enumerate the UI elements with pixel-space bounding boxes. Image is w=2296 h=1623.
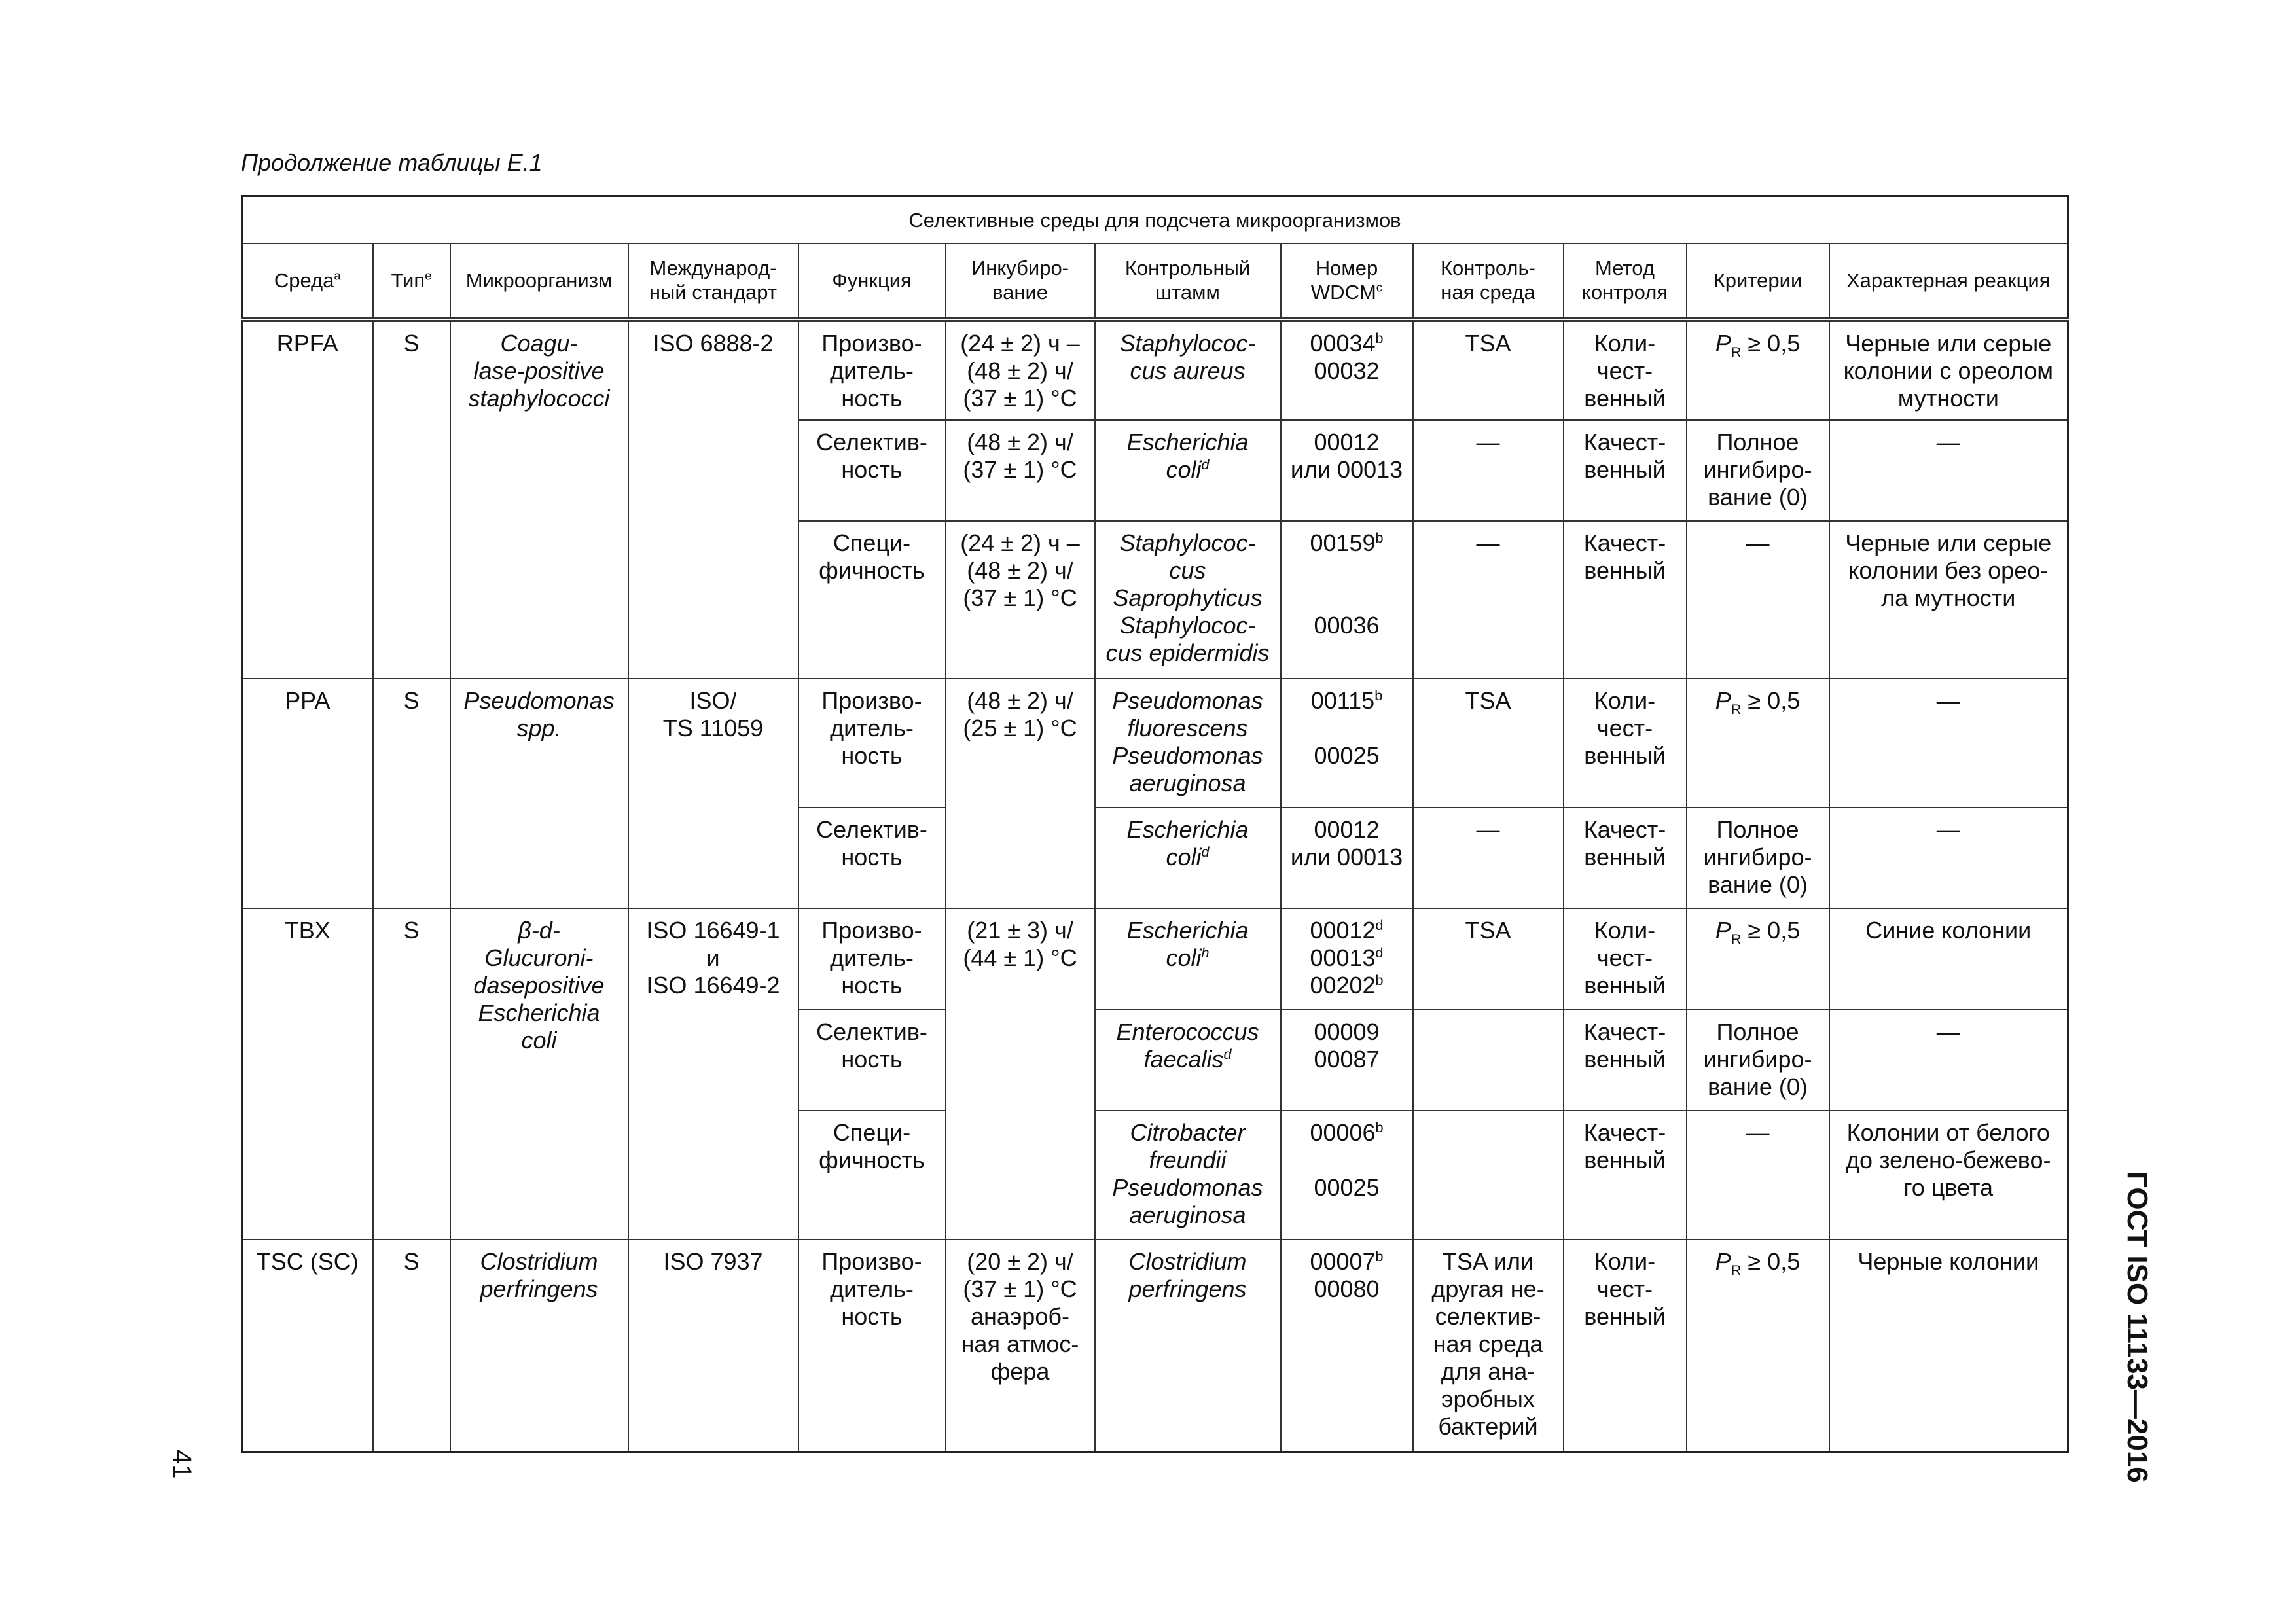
cell-control-medium [1413,1111,1564,1240]
cell-method: Коли- чест- венный [1564,1240,1687,1452]
cell-criteria: — [1687,521,1829,679]
cell-reaction: — [1829,808,2068,908]
cell-function: Произво- дитель- ность [798,679,946,808]
cell-reaction: Черные или серые колонии с ореолом мутности [1829,319,2068,420]
cell-control-medium: TSA [1413,319,1564,420]
cell-criteria: $P_R \ge 0,5$ [1687,908,1829,1009]
cell-method: Качест- венный [1564,1111,1687,1240]
cell-method: Качест- венный [1564,521,1687,679]
cell-standard: ISO 16649-1 и ISO 16649-2 [628,908,798,1239]
cell-type: S [373,908,450,1239]
cell-function: Произво- дитель- ность [798,319,946,420]
cell-criteria: Полное ингибиро- вание (0) [1687,420,1829,521]
table-row [242,908,2068,1009]
cell-criteria: — [1687,1111,1829,1240]
cell-strain: Enterococcus faecalis$^d$ [1095,1010,1281,1111]
cell-reaction: Колонии от белого до зелено-бежево- го цвета [1829,1111,2068,1240]
cell-medium: PPA [242,679,373,908]
header-type: Тип$^e$ [373,243,450,319]
cell-type: S [373,679,450,908]
cell-wdcm: 00115$^b$ 00025 [1281,679,1413,808]
cell-criteria: Полное ингибиро- вание (0) [1687,808,1829,908]
header-function: Функция [798,243,946,319]
cell-wdcm: 00034$^b$ 00032 [1281,319,1413,420]
cell-reaction: — [1829,1010,2068,1111]
header-incubation: Инкубиро- вание [946,243,1095,319]
cell-function: Специ- фичность [798,1111,946,1240]
table-caption: Продолжение таблицы Е.1 [241,149,543,176]
cell-incubation: (48 ± 2) ч/ (25 ± 1) °C [946,679,1095,908]
cell-incubation: (24 ± 2) ч – (48 ± 2) ч/ (37 ± 1) °C [946,319,1095,420]
cell-standard: ISO 6888-2 [628,319,798,679]
cell-wdcm: 00159$^b$ 00036 [1281,521,1413,679]
table-row [242,1240,2068,1452]
cell-wdcm: 00009 00087 [1281,1010,1413,1111]
cell-type: S [373,1240,450,1452]
cell-method: Качест- венный [1564,808,1687,908]
cell-function: Селектив- ность [798,420,946,521]
cell-control-medium: TSA [1413,908,1564,1009]
cell-criteria: $P_R \ge 0,5$ [1687,679,1829,808]
cell-strain: Citrobacter freundii Pseudomonas aeruginosa [1095,1111,1281,1240]
cell-reaction: Черные или серые колонии без орео- ла мутности [1829,521,2068,679]
cell-microorganism: Clostridium perfringens [450,1240,628,1452]
header-medium: Среда$^a$ [242,243,373,319]
header-criteria: Критерии [1687,243,1829,319]
cell-method: Качест- венный [1564,420,1687,521]
table-title-row [242,196,2068,244]
table-row [242,319,2068,420]
cell-strain: Clostridium perfringens [1095,1240,1281,1452]
header-reaction: Характерная реакция [1829,243,2068,319]
cell-incubation: (21 ± 3) ч/ (44 ± 1) °C [946,908,1095,1239]
cell-function: Специ- фичность [798,521,946,679]
page-number: 41 [168,1450,196,1479]
header-method: Метод контроля [1564,243,1687,319]
cell-method: Качест- венный [1564,1010,1687,1111]
table-title: Селективные среды для подсчета микроорганизмов [242,196,2068,244]
header-control-medium: Контроль- ная среда [1413,243,1564,319]
cell-standard: ISO 7937 [628,1240,798,1452]
header-wdcm: Номер WDCM$^c$ [1281,243,1413,319]
cell-reaction: — [1829,420,2068,521]
cell-criteria: $P_R \ge 0,5$ [1687,1240,1829,1452]
header-standard: Международ- ный стандарт [628,243,798,319]
cell-reaction: — [1829,679,2068,808]
header-microorganism: Микроорганизм [450,243,628,319]
cell-microorganism: β-d- Glucuroni- dasepositive Escherichia coli [450,908,628,1239]
cell-method: Коли- чест- венный [1564,908,1687,1009]
cell-criteria: $P_R \ge 0,5$ [1687,319,1829,420]
cell-wdcm: 00006$^b$ 00025 [1281,1111,1413,1240]
cell-function: Произво- дитель- ность [798,908,946,1009]
cell-microorganism: Pseudomonas spp. [450,679,628,908]
cell-microorganism: Coagu- lase-positive staphylococci [450,319,628,679]
cell-strain: Staphylococ- cus Saprophyticus Staphylococ- cus epidermidis [1095,521,1281,679]
cell-control-medium: TSA или другая не- селектив- ная среда для ана- эробных бактерий [1413,1240,1564,1452]
cell-function: Селектив- ность [798,808,946,908]
media-table [241,195,2069,1453]
cell-reaction: Черные колонии [1829,1240,2068,1452]
header-row [242,243,2068,319]
cell-method: Коли- чест- венный [1564,319,1687,420]
cell-function: Селектив- ность [798,1010,946,1111]
cell-medium: TSC (SC) [242,1240,373,1452]
cell-wdcm: 00012 или 00013 [1281,808,1413,908]
header-control-strain: Контрольный штамм [1095,243,1281,319]
cell-control-medium: — [1413,420,1564,521]
cell-wdcm: 00012 или 00013 [1281,420,1413,521]
cell-wdcm: 00012$^d$ 00013$^d$ 00202$^b$ [1281,908,1413,1009]
cell-strain: Escherichia coli$^d$ [1095,420,1281,521]
cell-medium: RPFA [242,319,373,679]
cell-wdcm: 00007$^b$ 00080 [1281,1240,1413,1452]
cell-incubation: (24 ± 2) ч – (48 ± 2) ч/ (37 ± 1) °C [946,521,1095,679]
cell-incubation: (20 ± 2) ч/ (37 ± 1) °C анаэроб- ная атмос- фера [946,1240,1095,1452]
cell-reaction: Синие колонии [1829,908,2068,1009]
cell-type: S [373,319,450,679]
cell-function: Произво- дитель- ность [798,1240,946,1452]
cell-standard: ISO/ TS 11059 [628,679,798,908]
cell-incubation: (48 ± 2) ч/ (37 ± 1) °C [946,420,1095,521]
cell-medium: TBX [242,908,373,1239]
cell-method: Коли- чест- венный [1564,679,1687,808]
document-code: ГОСТ ISO 11133—2016 [2121,1171,2153,1483]
cell-strain: Escherichia coli$^d$ [1095,808,1281,908]
cell-control-medium [1413,1010,1564,1111]
cell-strain: Staphylococ- cus aureus [1095,319,1281,420]
cell-control-medium: TSA [1413,679,1564,808]
cell-control-medium: — [1413,521,1564,679]
cell-control-medium: — [1413,808,1564,908]
table-row [242,679,2068,808]
cell-strain: Pseudomonas fluorescens Pseudomonas aeruginosa [1095,679,1281,808]
cell-criteria: Полное ингибиро- вание (0) [1687,1010,1829,1111]
cell-strain: Escherichia coli$^h$ [1095,908,1281,1009]
